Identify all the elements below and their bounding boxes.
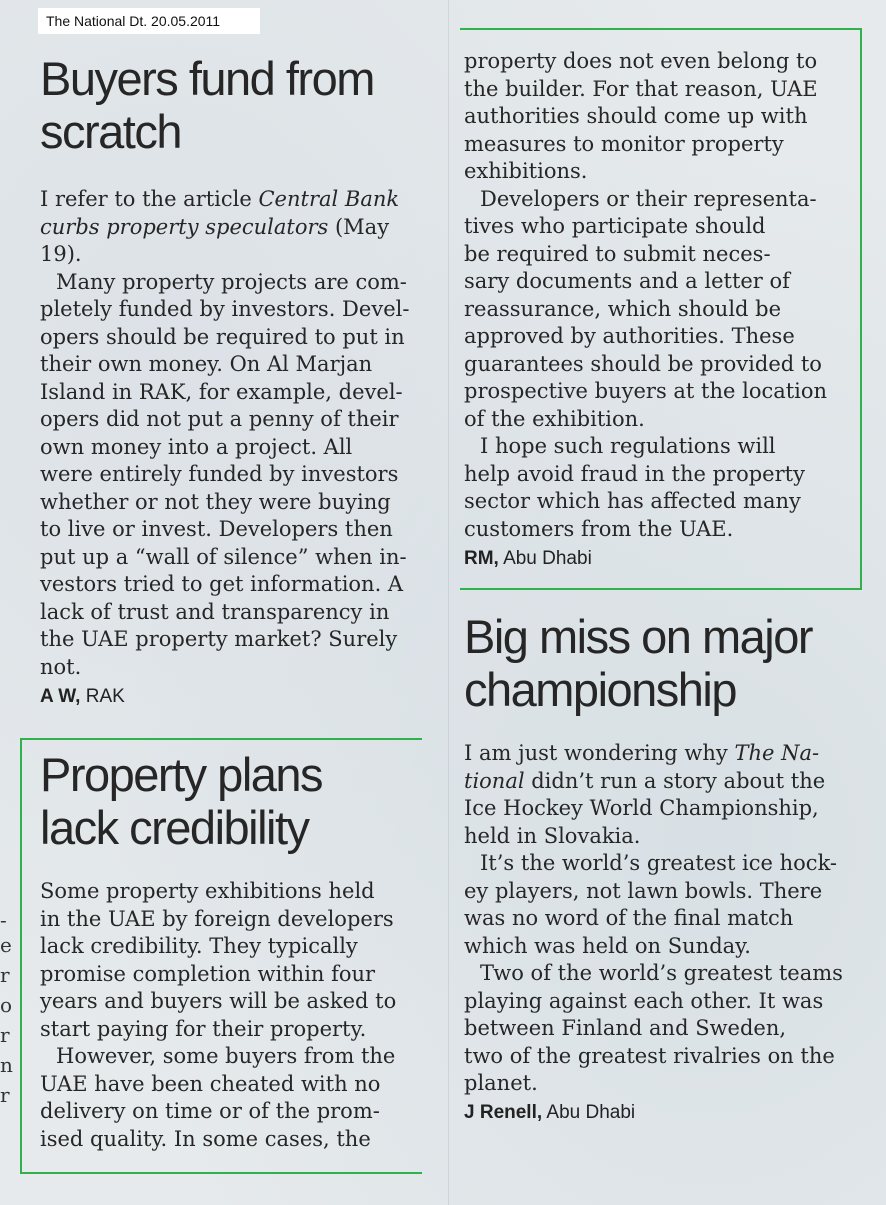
text-line: which was held on Sunday. xyxy=(464,933,751,958)
author-name: RM, xyxy=(464,548,499,569)
author-location: RAK xyxy=(85,686,125,707)
text-line: ised quality. In some cases, the xyxy=(40,1126,371,1151)
article-headline-buyers-fund: Buyers fund from scratch xyxy=(40,52,374,158)
article-body-buyers-fund xyxy=(40,186,440,681)
text-line: of the exhibition. xyxy=(464,406,645,431)
text-line: promise completion within four xyxy=(40,961,376,986)
text-line: It’s the world’s greatest ice hock- xyxy=(480,851,838,875)
edge-letter: - xyxy=(0,908,7,932)
paragraph xyxy=(464,960,864,1098)
text-line: sector which has affected many xyxy=(464,489,801,513)
text-line: approved by authorities. These xyxy=(464,324,795,348)
text-line: Developers or their representa- xyxy=(480,186,817,211)
text-line: sary documents and a letter of xyxy=(464,269,790,293)
author-location: Abu Dhabi xyxy=(546,1102,636,1123)
edge-letter: r xyxy=(0,1023,10,1047)
text-line: I hope such regulations will xyxy=(480,434,776,458)
edge-letter: r xyxy=(0,963,10,987)
text-line: Island in RAK, for example, devel- xyxy=(40,379,403,404)
text-line: help avoid fraud in the property xyxy=(464,461,805,486)
byline xyxy=(40,686,125,708)
text-line: the UAE property market? Surely xyxy=(40,627,398,651)
text-line: guarantees should be provided to xyxy=(464,351,822,376)
author-name: A W, xyxy=(40,686,81,707)
text-line: vestors tried to get information. A xyxy=(40,572,404,596)
edge-letter: e xyxy=(0,933,12,957)
byline xyxy=(464,548,592,570)
text-line: years and buyers will be asked to xyxy=(40,989,397,1013)
paragraph xyxy=(40,878,440,1043)
text-line: reassurance, which should be xyxy=(464,296,782,321)
text-line: authorities should come up with xyxy=(464,104,808,128)
text-line: be required to submit neces- xyxy=(464,241,771,266)
paragraph xyxy=(40,1043,440,1153)
text-line: Many property projects are com- xyxy=(56,269,407,294)
article-headline-property-plans: Property plans lack credibility xyxy=(40,748,323,854)
edge-letter: o xyxy=(0,993,13,1017)
paragraph xyxy=(464,433,856,543)
edge-letters-column-2 xyxy=(0,930,13,1110)
text-line: exhibitions. xyxy=(464,159,588,183)
text-line: planet. xyxy=(464,1071,538,1095)
text-line: playing against each other. It was xyxy=(464,988,824,1013)
byline xyxy=(464,1102,635,1124)
text-line: start paying for their property. xyxy=(40,1016,367,1041)
text-line: between Finland and Sweden, xyxy=(464,1016,787,1040)
text-line: Two of the world’s greatest teams xyxy=(480,961,843,985)
text-line: whether or not they were buying xyxy=(40,489,391,514)
date-stamp: The National Dt. 20.05.2011 xyxy=(38,8,260,34)
text-line: measures to monitor property xyxy=(464,131,784,156)
text-line: Some property exhibitions held xyxy=(40,879,375,903)
article-body-property-plans-continued xyxy=(464,48,856,543)
edge-letter: n xyxy=(0,1053,13,1077)
text-line: customers from the UAE. xyxy=(464,516,734,541)
paragraph: I am just wondering why The Na- tional didn’t run a story about the Ice Hockey World Championship, held in Slovakia. xyxy=(464,741,826,848)
text-line: lack of trust and transparency in xyxy=(40,599,390,624)
text-line: two of the greatest rivalries on the xyxy=(464,1043,835,1068)
text-line: However, some buyers from the xyxy=(56,1044,396,1068)
column-divider xyxy=(448,0,449,1205)
edge-letter: r xyxy=(0,1083,10,1107)
text-line: property does not even belong to xyxy=(464,49,818,73)
paragraph xyxy=(464,48,856,186)
text-line: opers did not put a penny of their xyxy=(40,407,399,431)
text-line: put up a “wall of silence” when in- xyxy=(40,544,407,569)
author-location: Abu Dhabi xyxy=(503,548,592,569)
paragraph xyxy=(464,186,856,434)
text-line: opers should be required to put in xyxy=(40,324,405,349)
text-line: delivery on time or of the prom- xyxy=(40,1099,380,1123)
paragraph xyxy=(464,850,864,960)
text-line: the builder. For that reason, UAE xyxy=(464,76,818,101)
text-line: tives who participate should xyxy=(464,214,766,238)
text-line: not. xyxy=(40,654,82,679)
text-line: lack credibility. They typically xyxy=(40,934,358,958)
text-line: own money into a project. All xyxy=(40,434,353,459)
text-line: was no word of the final match xyxy=(464,906,794,930)
text-line: UAE have been cheated with no xyxy=(40,1071,381,1096)
text-line: their own money. On Al Marjan xyxy=(40,352,373,376)
article-headline-big-miss: Big miss on major championship xyxy=(464,610,812,716)
text-line: in the UAE by foreign developers xyxy=(40,906,394,931)
text-line: ey players, not lawn bowls. There xyxy=(464,878,823,903)
text-line: prospective buyers at the location xyxy=(464,379,828,403)
text-line: pletely funded by investors. Devel- xyxy=(40,297,410,321)
article-body-big-miss xyxy=(464,740,864,1098)
article-body-property-plans xyxy=(40,878,440,1153)
paragraph: I refer to the article Central Bank curbs property speculators (May 19). xyxy=(40,187,400,266)
text-line: were entirely funded by investors xyxy=(40,462,399,486)
text-line: to live or invest. Developers then xyxy=(40,517,393,541)
author-name: J Renell, xyxy=(464,1102,543,1123)
paragraph xyxy=(40,269,440,682)
